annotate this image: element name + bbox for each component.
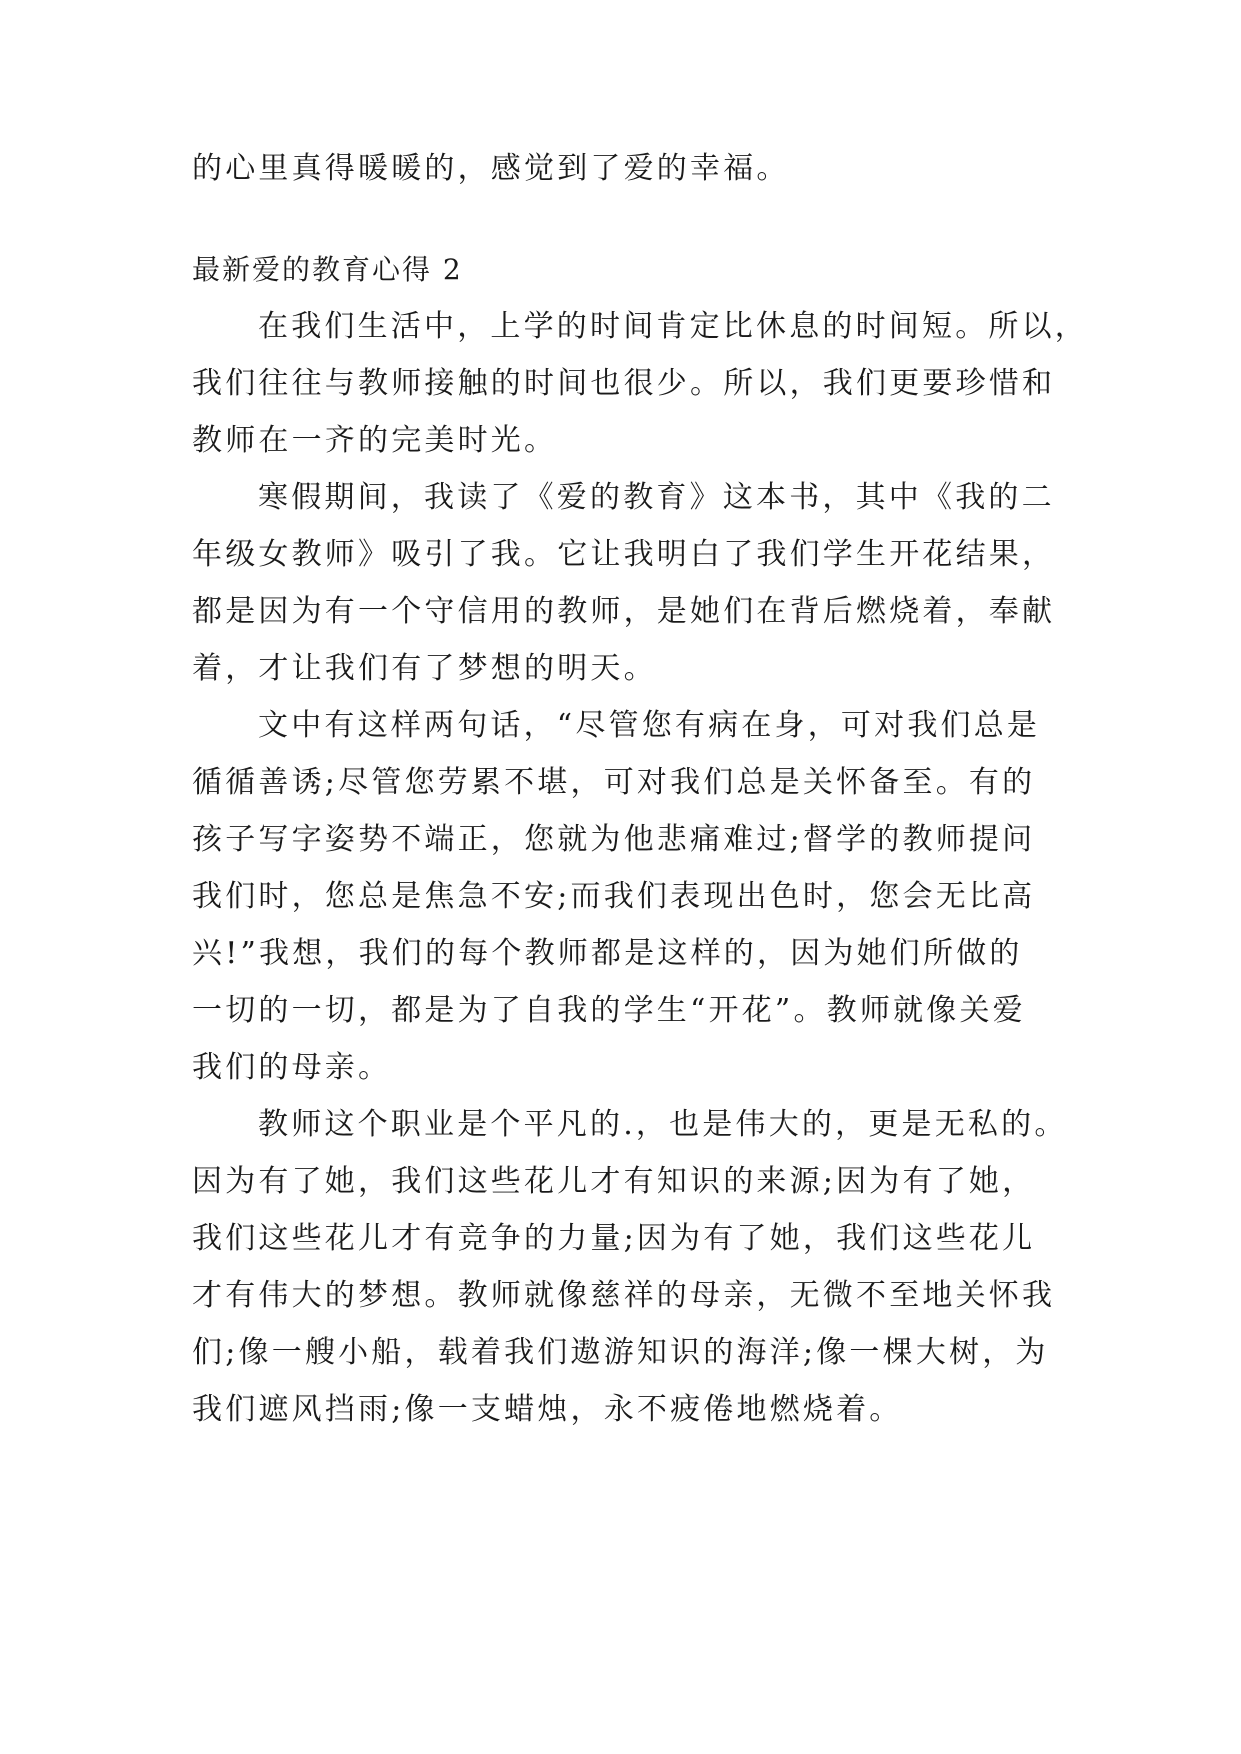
section-heading: 最新爱的教育心得 2 xyxy=(192,253,463,286)
paragraph-line: 我们的母亲。 xyxy=(192,1050,392,1085)
paragraph-line: 都是因为有一个守信用的教师，是她们在背后燃烧着，奉献 xyxy=(192,594,1056,629)
paragraph-line: 兴!”我想，我们的每个教师都是这样的，因为她们所做的 xyxy=(192,936,1023,971)
paragraph-line: 循循善诱;尽管您劳累不堪，可对我们总是关怀备至。有的 xyxy=(192,765,1036,800)
paragraph-line: 寒假期间，我读了《爱的教育》这本书，其中《我的二 xyxy=(258,480,1055,515)
paragraph-line: 我们遮风挡雨;像一支蜡烛，永不疲倦地燃烧着。 xyxy=(192,1392,903,1427)
paragraph-line: 我们这些花儿才有竞争的力量;因为有了她，我们这些花儿 xyxy=(192,1221,1036,1256)
paragraph-line: 因为有了她，我们这些花儿才有知识的来源;因为有了她， xyxy=(192,1164,1036,1199)
paragraph-line: 在我们生活中，上学的时间肯定比休息的时间短。所以， xyxy=(258,309,1088,344)
paragraph-line: 年级女教师》吸引了我。它让我明白了我们学生开花结果， xyxy=(192,537,1056,572)
paragraph-line: 我们时，您总是焦急不安;而我们表现出色时，您会无比高 xyxy=(192,879,1036,914)
paragraph-line: 才有伟大的梦想。教师就像慈祥的母亲，无微不至地关怀我 xyxy=(192,1278,1056,1313)
paragraph-line: 孩子写字姿势不端正，您就为他悲痛难过;督学的教师提问 xyxy=(192,822,1036,857)
paragraph-line: 一切的一切，都是为了自我的学生“开花”。教师就像关爱 xyxy=(192,993,1026,1028)
paragraph-line: 教师这个职业是个平凡的.，也是伟大的，更是无私的。 xyxy=(258,1107,1068,1142)
paragraph-line: 教师在一齐的完美时光。 xyxy=(192,423,558,458)
paragraph-line: 着，才让我们有了梦想的明天。 xyxy=(192,651,657,686)
paragraph-line: 文中有这样两句话，“尽管您有病在身，可对我们总是 xyxy=(258,708,1041,743)
paragraph-line: 们;像一艘小船，载着我们遨游知识的海洋;像一棵大树，为 xyxy=(192,1335,1049,1370)
continuation-text: 的心里真得暖暖的，感觉到了爱的幸福。 xyxy=(192,151,790,186)
paragraph-line: 我们往往与教师接触的时间也很少。所以，我们更要珍惜和 xyxy=(192,366,1056,401)
